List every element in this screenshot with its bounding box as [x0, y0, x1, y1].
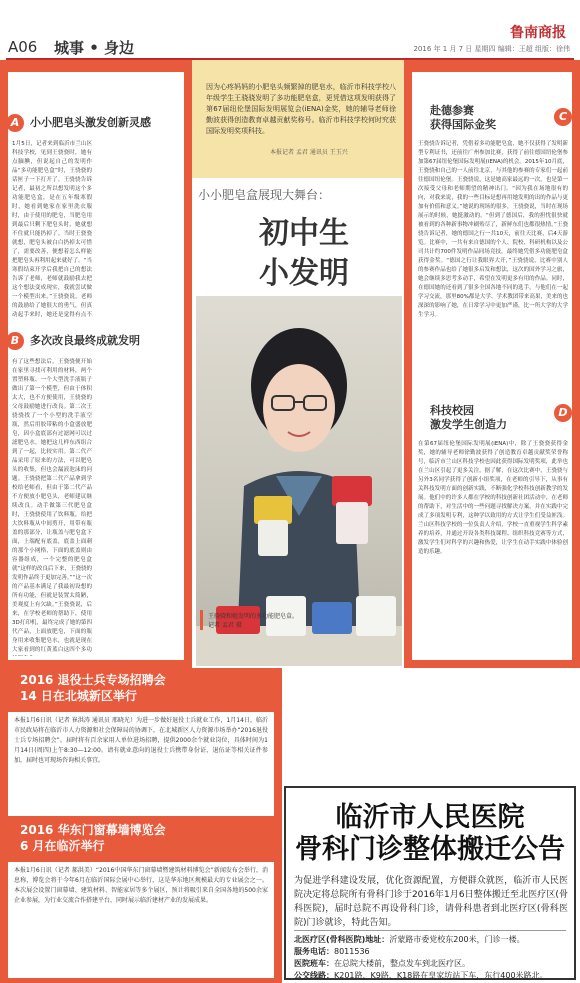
story2-headline [20, 822, 166, 854]
section-b-heading: 多次改良最终成就发明 [30, 334, 140, 347]
ad-info-phone-value: 8011536 [334, 947, 370, 956]
section-b-text-col2 [98, 358, 180, 656]
student-with-soap-box-illustration [196, 296, 402, 666]
section-c-text: 王骁骁告诉记者，凭借着多功能肥皂盒，她不仅获得了发明新型专利证书，还前往广州参加比赛，获得了前往德国纽伦堡参加第67届纽伦堡国际发明展(iENA)的机会。2015年10月底，王骁骁和自己的一人前往北京，与其他的参赛的专家们一起前往德国纽伦堡。王骁骁说，这是她高家最远的一次，也是第一次接受父母和老师期望的精神出门。“因为我在场地很有的向，对我来说，我的一些目标是想再用她发明的出的作品与更加有价值和意义。”她说的现场的很多，王骁骁说，当时在现场展示的时候，她挺激动的。“但到了德国后，我的担忧很快就被看到的各种新事物冲刷殆尽了，新鲜东们也都很热情。”王骁骁告诉记者，她的德国之行一共10天，前往天比赛，后4天游览。比赛中，一共有来自德国的个人、院校、科研机构以及公司共计约700件发明作品同场竞技，最终她凭借多功能肥皂盒获得金奖。“德国之行让我眼界大开，”王骁骁说，比赛中别人的参赛作品也给了她很多启发和想法，这次的国外学习之旅，她会继续多思考多动手，希望在发明更多有用的作品。同时，在德国她的还看到了很多全国各地不同的选手，与他们在一起学习交流，那里80%都是大学、学术教团带来高果，美来的也深深的影响了她，在日常学习中更加严谨，比一所大学的大学生学习。 [418, 141, 568, 318]
section-c-badge: C [554, 108, 572, 126]
story1-headline [20, 672, 166, 704]
ad-info-phone-label: 服务电话： [294, 947, 334, 956]
section-a-badge: A [6, 114, 24, 132]
section-c-heading-line-1: 赴德参赛 [430, 104, 474, 117]
section-d-text: 在第67届纽伦堡国际发明展(iENA)中，除了王骁骁获得金奖，她的辅导老师徐勤波获得了创造教育卓越贡献奖荣誉称号，临沂市兰山区科技学校也因此获得国际发明奖项，此举也在兰山区引起了更多关注。据了解，在这次比赛中，王骁骁与另外3名同学获得了创新小组奖项，在老师的引导下，从事有关科技发明方面的创新实践，不断强化学校科技创新教学的发展。他们中的许多人都在学校的科技创新社团活动中，在老师的帮助下，对生活中的一些问题寻找解决方案，并在实践中完成了多项发明专利，这种学以致用的方式让学生们受益匪浅。兰山区科技学校的一位负责人介绍，学校一直重视学生科学素养的培养，并通过开设各类科技课程、组织科技竞赛等方式，激发学生们对科学的兴趣和热爱，让学生在动手实践中体验创造的乐趣。 [418, 441, 568, 555]
feature-photo [196, 296, 402, 666]
section-b-badge: B [6, 332, 24, 350]
ad-title-line-1: 临沂市人民医院 [335, 802, 525, 833]
section-a-text-col1: 1月5日，记者来到临沂市兰山区科技学校，见到王骁骁时，她有点腼腆，但说起自己的发明作品“多功能肥皂盒”时，王骁骁的话匣子一下打开了。王骁骁告诉记者，最初之所以想发明这个多功能肥皂盒，是在五年级寒假时，她看到她家在家里洗衣服时，由于使用的肥皂，当肥皂用到最后只剩下肥皂头时，她就想不住就只能扔掉了。当时王骁骁就想，肥皂头被白白扔掉太可惜了，需要改善，便想着怎么样能把肥皂头再利用起来就好了。“当寒假结束开学后我把自己的想法告诉了老师，老师就鼓励我去把这个想法变成现实，我就尝试做一个模型出来。”王骁骁说，老师的鼓励给了她很大的勇气，但真动起手来时，她还是觉得有点不 [12, 141, 92, 318]
caption-marker [200, 610, 203, 630]
section-a-heading: 小小肥皂头激发创新灵感 [30, 116, 151, 129]
feature-credit: 本报记者 孟君 通讯员 王玉兴 [270, 149, 348, 156]
story1-headline-line-1: 2016 退役士兵专场招聘会 [20, 673, 166, 687]
story2-text: 本报1月6日讯（记者 郝洪美）“2016中国华东门窗幕墙暨建筑材料博览会”新闻发布会举行，消息称，博览会将于今年6月在临沂国际会展中心举行，这是华东地区规模最大的专业展会之一。本次展会设置门窗幕墙、建筑材料、智能家居等多个展区，预计将吸引来自全国各地的500余家企业参展，为行业交流合作搭建平台，同时展示临沂建材产业的发展成果。 [14, 867, 268, 904]
section-a-text-col2 [98, 140, 180, 318]
ad-info-shuttle [294, 958, 568, 970]
story2-headline-line-2: 6 月在临沂举行 [20, 839, 105, 853]
feature-kicker: 小小肥皂盒展现大舞台： [198, 188, 331, 202]
photo-credit: 记者 孟君 摄 [208, 622, 242, 629]
ad-divider [294, 930, 566, 931]
headline-line-1: 初中生 [259, 216, 349, 251]
newspaper-logo: 鲁南商报 [510, 25, 566, 41]
section-name: 城事 • 身边 [54, 39, 135, 57]
page-meta: 2016 年 1 月 7 日 星期四 编辑：王超 组版：徐伟 [413, 45, 570, 53]
section-c-heading [430, 104, 496, 132]
ad-info-address [294, 934, 568, 946]
section-d-badge: D [554, 404, 572, 422]
ad-info-bus-label: 公交线路： [294, 971, 334, 980]
hospital-notice-ad [284, 786, 576, 980]
ad-info-shuttle-value: 在总院大楼前，整点发车到北医疗区。 [334, 959, 470, 968]
section-d-heading [430, 404, 507, 432]
ad-info-address-label: 北医疗区(骨科医院)地址： [294, 935, 390, 944]
ad-info-bus-value: K201路、K9路、K18路在皇家坊站下车，东行400米路北。 [334, 971, 548, 980]
story2-headline-line-1: 2016 华东门窗幕墙博览会 [20, 823, 166, 837]
section-c-heading-line-2: 获得国际金奖 [430, 118, 496, 131]
ad-body: 为促进学科建设发展，优化资源配置，方便群众就医，临沂市人民医院决定将总院所有骨科门诊于2016年1月6日整体搬迁至北医疗区(骨科医院)，届时总院不再设骨科门诊，请骨科患者到北医疗区(骨科医院)门诊就诊，特此告知。 [294, 876, 568, 928]
ad-title [286, 802, 574, 866]
ad-info-shuttle-label: 医院班车： [294, 959, 334, 968]
section-d-heading-line-1: 科技校园 [430, 404, 474, 417]
ad-info-bus [294, 970, 568, 982]
page-number: A06 [8, 38, 38, 56]
section-d-heading-line-2: 激发学生创造力 [430, 418, 507, 431]
ad-info [294, 934, 568, 982]
photo-caption [208, 612, 298, 630]
section-b-text-col1: 有了这些想法后，王骁骁便开始在家里寻找可利用的材料，两个置塑料瓶、一个大型洗手液瓶子做出了第一个模型，但由于体积太大，也不方便使用，王骁骁的父母鼓励她进行改良。第二次王骁骁找了一个小型的洗手液空瓶，然后用胶带粘的小盒盛放肥皂，因小盒底部有过滤网可以过滤肥皂水。她把这几样东西组合到了一起，比较实用。第二代产品采用了原来的方法，可以肥皂头的收集，但也会漏液泡沫的问题。王骁骁把第二代产品拿到学校给老师看，但由于第二代产品不方便放小肥皂头，老师建议继续改良。动手做第三代肥皂盒时，王骁骁使用了饮料瓶，给把大饮料瓶从中间剪开，用带有瓶盖的那部分，让瓶盖与肥皂盒下面，上端配有底盖，底盖上面刺的那个小网格，下面的底盖则由容器组成，一个完整的肥皂盒就“这样的改良后下来，王骁骁的发明作品终于更加完善。”“这一次的产品基本满足了我最初设想的所有功能，但就是装置太简陋，美观度上有欠缺。”王骁骁说，后来，在学校老师的帮助下，使用3D打印机，最终完成了她的第四代产品，上面放肥皂，下面的瓶身用来收集肥皂水，也就是现在大家看到的红黄蓝白这四个多功 [12, 359, 92, 653]
headline-line-2: 小发明 [259, 256, 349, 291]
ad-title-line-2: 骨科门诊整体搬迁公告 [295, 834, 565, 865]
photo-caption-text: 王骁骁和她发明的多功能肥皂盒。 [208, 613, 299, 620]
story1-text: 本报1月6日讯（记者 崔洪涛 通讯员 邢晓光）为进一步做好退役士兵就业工作，1月14日，临沂市民政局将在临沂市人力资源和社会保障局的协调下，在北城新区人力资源市场举办“2016退役士兵专场招聘会”。届时将有百余家用人单位进场招聘，提供2000余个就业岗位，具体时间为1月14日(周四)上午8:30—12:00。请有就业意向的退役士兵携带身份证、退伍证等相关证件参加，届时也可现场咨询相关事宜。 [14, 717, 268, 764]
ad-info-address-value: 沂蒙路市委党校东200米，门诊一楼。 [389, 935, 525, 944]
feature-intro: 因为心疼妈妈的小肥皂头频繁掉的肥皂水，临沂市科技学校八年级学生王骁骁发明了多功能肥皂盒，更凭借这项发明获得了第67届纽伦堡国际发明展览会(iENA)金奖，她的辅导老师徐勤波获得创造教育卓越贡献奖称号。临沂市科技学校何时究获国际发明奖项科技。 [206, 83, 396, 135]
story1-headline-line-2: 14 日在北城新区举行 [20, 689, 137, 703]
ad-info-phone [294, 946, 568, 958]
